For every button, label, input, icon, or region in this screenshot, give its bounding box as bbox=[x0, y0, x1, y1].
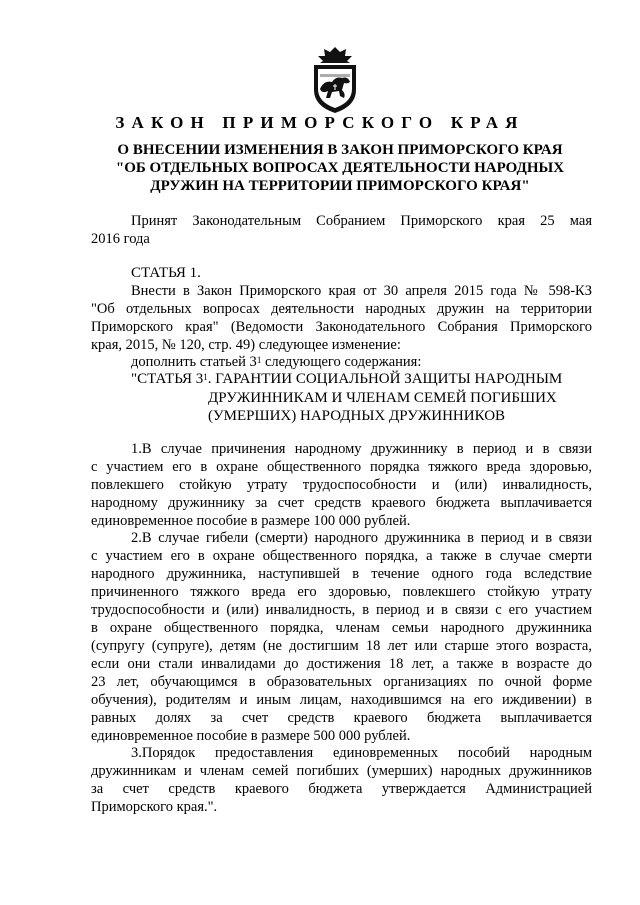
supplement-text-before: дополнить статьей 3 bbox=[131, 354, 257, 370]
para-2-line-2: с участием его в охране общественного порядка, а также в случае смерти bbox=[91, 548, 592, 564]
supplement-line bbox=[131, 353, 421, 371]
para-2-line-11: равных долях за счет средств краевого бюджета выплачивается bbox=[91, 710, 592, 726]
supplement-superscript: 1 bbox=[256, 355, 262, 365]
para-1-line-3: повлекшего стойкую утрату трудоспособности и (или) инвалидность, bbox=[91, 477, 592, 493]
law-title: ЗАКОН ПРИМОРСКОГО КРАЯ bbox=[115, 113, 525, 132]
para-2-line-12: единовременное пособие в размере 500 000 рублей. bbox=[91, 728, 411, 744]
coat-of-arms-icon bbox=[306, 46, 364, 114]
para-2-line-3: народного дружинника, наступившей в течение одного года вследствие bbox=[91, 566, 592, 582]
subtitle-line-2: "ОБ ОТДЕЛЬНЫХ ВОПРОСАХ ДЕЯТЕЛЬНОСТИ НАРОДНЫХ bbox=[115, 160, 565, 176]
adopted-line-2: 2016 года bbox=[91, 231, 150, 247]
article-1-line-4: края, 2015, № 120, стр. 49) следующее изменение: bbox=[91, 337, 401, 353]
para-2-line-7: (супругу (супруге), детям (не достигшим 18 лет или старше этого возраста, bbox=[91, 638, 592, 654]
para-1-line-1: 1.В случае причинения народному дружиннику в период и в связи bbox=[131, 441, 592, 457]
para-3-line-1: 3.Порядок предоставления единовременных пособий народным bbox=[131, 745, 592, 761]
subtitle-line-1: О ВНЕСЕНИИ ИЗМЕНЕНИЯ В ЗАКОН ПРИМОРСКОГО КРАЯ bbox=[117, 142, 563, 158]
subtitle-line-3: ДРУЖИН НА ТЕРРИТОРИИ ПРИМОРСКОГО КРАЯ" bbox=[150, 178, 530, 194]
para-2-line-4: причиненного тяжкого вреда его здоровью, повлекшего стойкую утрату bbox=[91, 584, 592, 600]
para-1-line-5: единовременное пособие в размере 100 000 рублей. bbox=[91, 513, 411, 529]
para-1-line-4: народному дружиннику за счет средств краевого бюджета выплачивается bbox=[91, 495, 592, 511]
para-2-line-1: 2.В случае гибели (смерти) народного дружинника в период и в связи bbox=[131, 530, 592, 546]
new-article-prefix: "СТАТЬЯ 3 bbox=[131, 371, 204, 387]
new-article-superscript: 1 bbox=[203, 372, 208, 382]
supplement-text-after: следующего содержания: bbox=[261, 354, 422, 370]
article-1-line-2: "Об отдельных вопросах деятельности народных дружин на территории bbox=[91, 301, 592, 317]
para-2-line-8: если они стали инвалидами до достижения 18 лет, а также в возрасте до bbox=[91, 656, 592, 672]
article-1-line-1: Внести в Закон Приморского края от 30 апреля 2015 года № 598-КЗ bbox=[131, 283, 592, 299]
new-article-title-part-1: . ГАРАНТИИ СОЦИАЛЬНОЙ ЗАЩИТЫ НАРОДНЫМ bbox=[207, 371, 563, 387]
para-3-line-2: дружинникам и членам семей погибших (умерших) народных дружинников bbox=[91, 763, 592, 779]
adopted-line-1: Принят Законодательным Собранием Приморского края 25 мая bbox=[131, 213, 592, 229]
para-1-line-2: с участием его в охране общественного порядка тяжкого вреда здоровью, bbox=[91, 459, 592, 475]
para-3-line-4: Приморского края.". bbox=[91, 799, 218, 815]
new-article-heading-line-3: (УМЕРШИХ) НАРОДНЫХ ДРУЖИННИКОВ bbox=[208, 408, 506, 424]
para-3-line-3: за счет средств краевого бюджета утверждается Администрацией bbox=[91, 781, 592, 797]
para-2-line-6: в охране общественного порядка, членам семьи народного дружинника bbox=[91, 620, 592, 636]
new-article-heading-line-2: ДРУЖИННИКАМ И ЧЛЕНАМ СЕМЕЙ ПОГИБШИХ bbox=[208, 390, 557, 406]
para-2-line-10: обучения), родителям и иным лицам, находившимся на его иждивении) в bbox=[91, 692, 592, 708]
article-1-line-3: Приморского края" (Ведомости Законодательного Собрания Приморского bbox=[91, 319, 592, 335]
new-article-heading-line-1 bbox=[131, 370, 562, 388]
article-1-label: СТАТЬЯ 1. bbox=[131, 265, 201, 281]
para-2-line-9: 23 лет, обучающимся в образовательных организациях по очной форме bbox=[91, 674, 592, 690]
para-2-line-5: трудоспособности и (или) инвалидность, в период и в связи с его участием bbox=[91, 602, 592, 618]
